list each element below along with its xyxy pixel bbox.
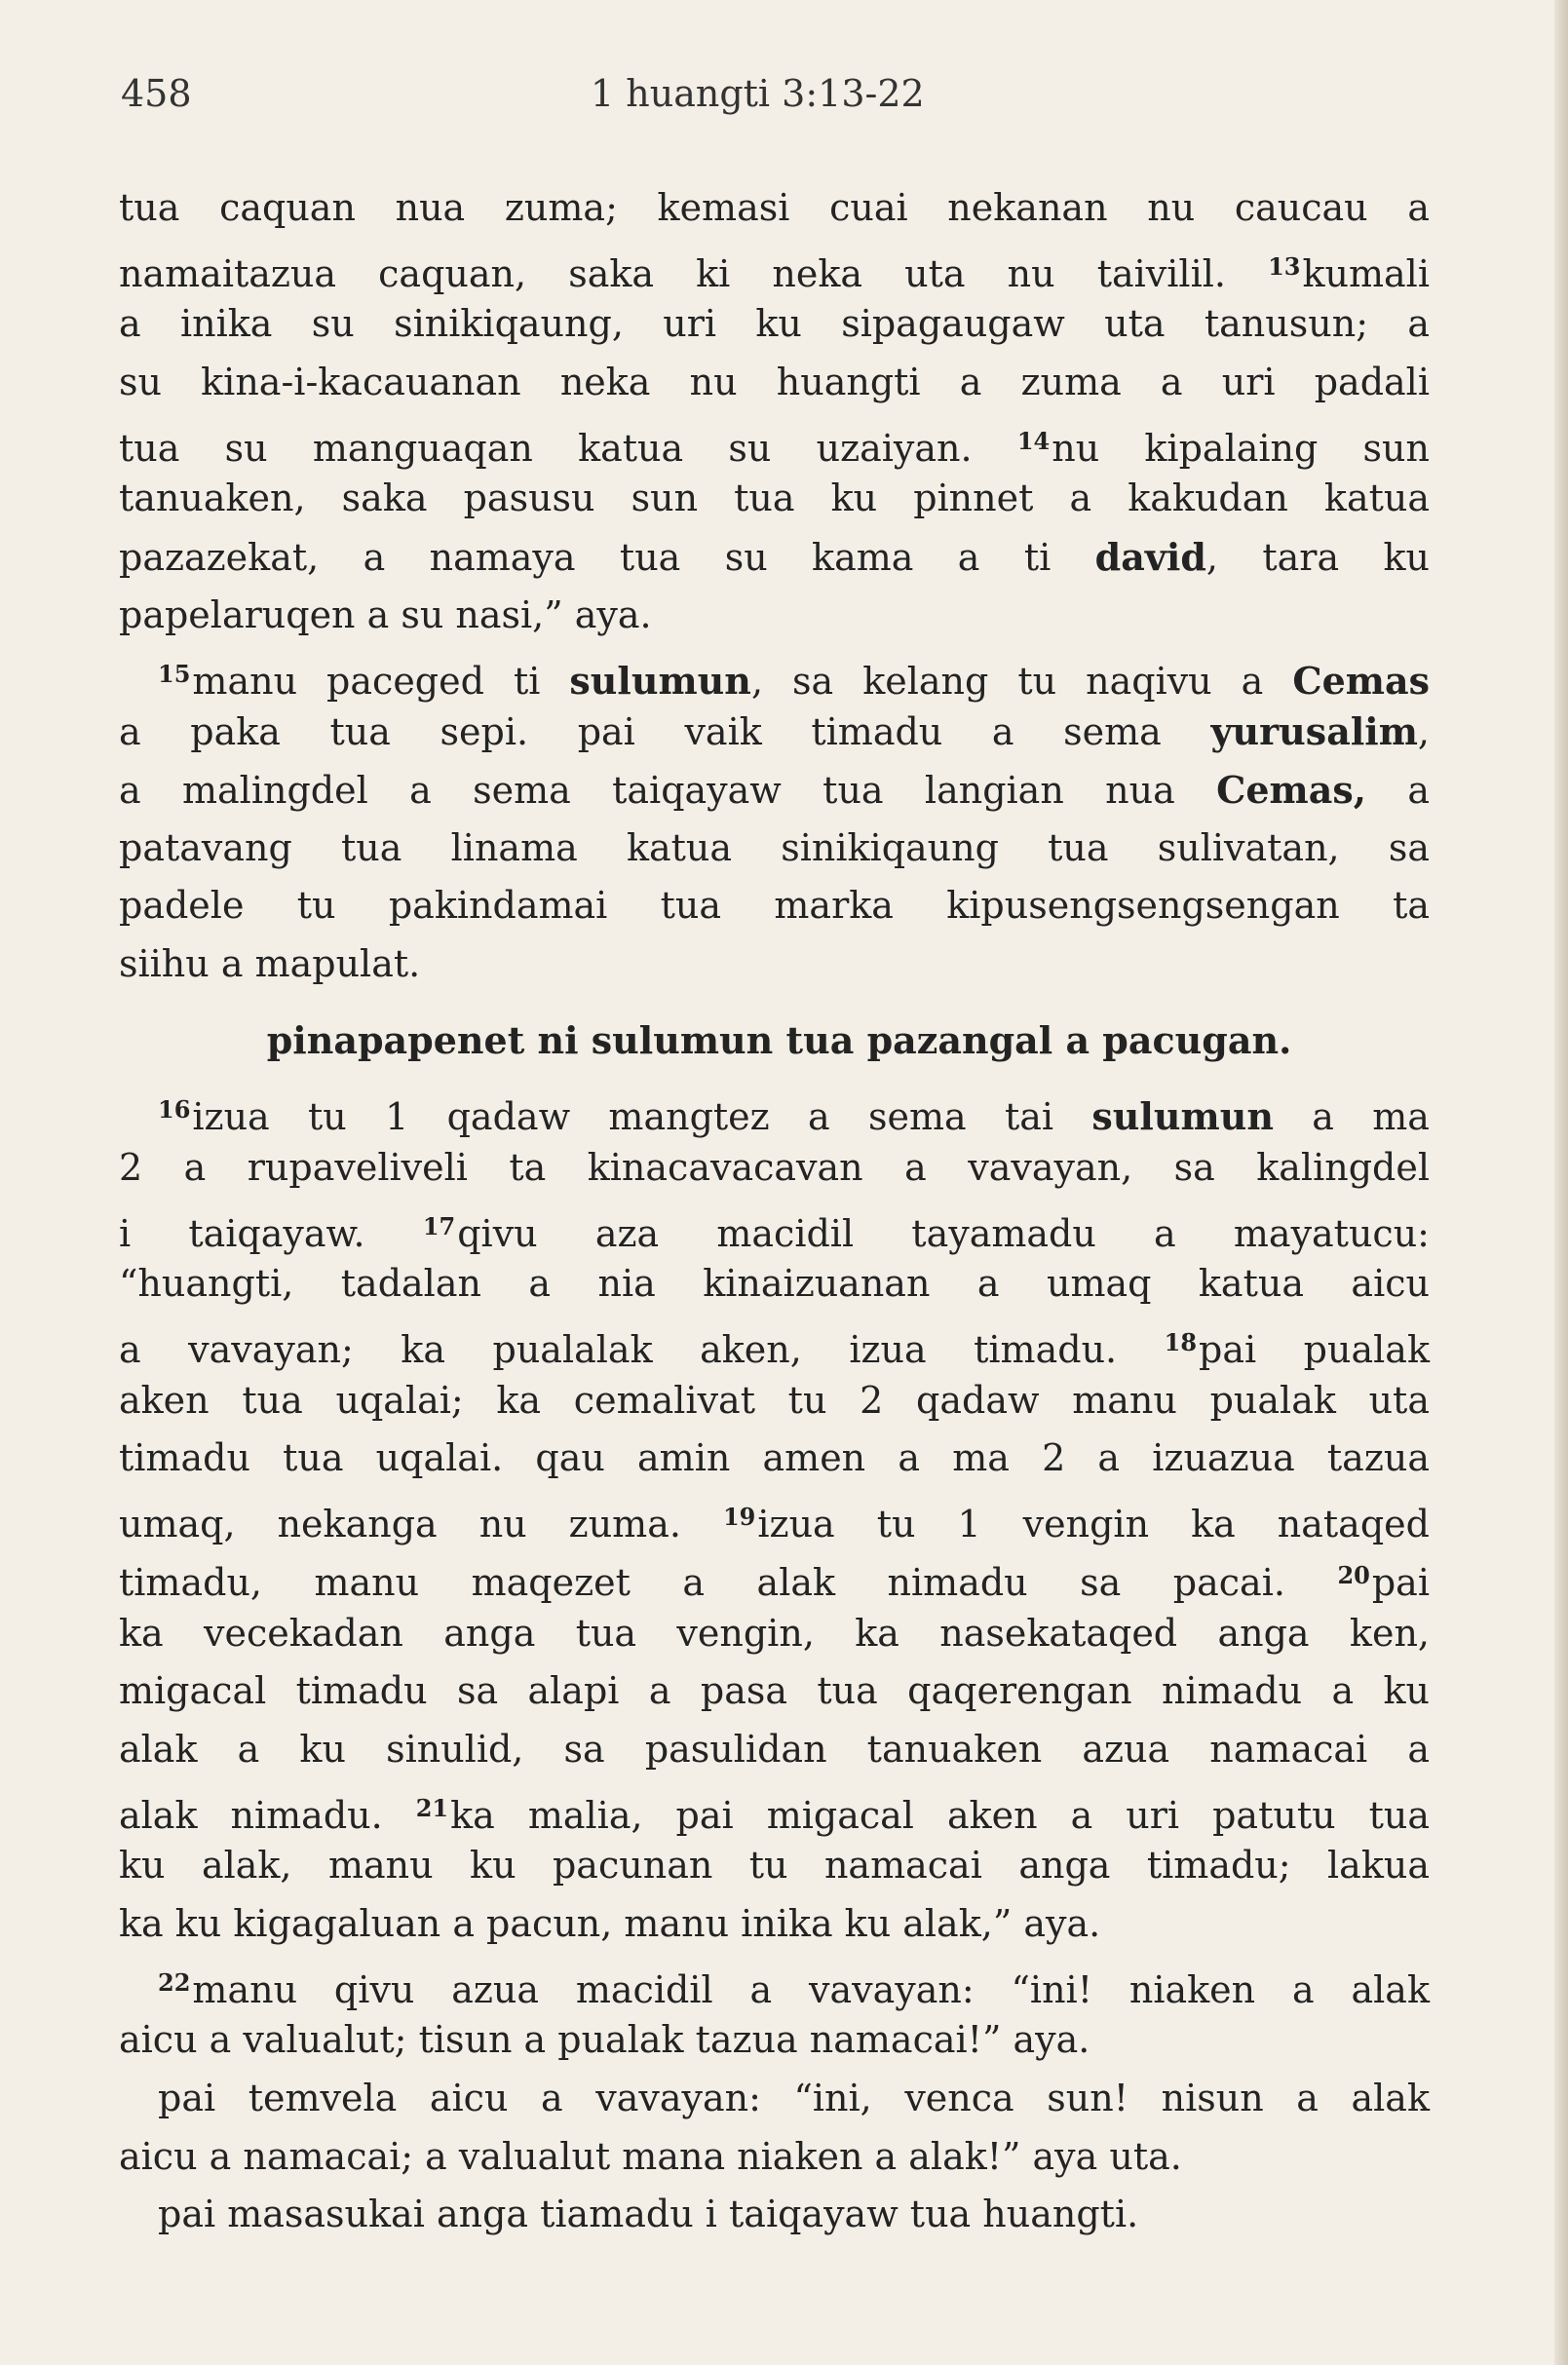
verse-number: 17 (422, 1211, 456, 1240)
text-line: namaitazua caquan, saka ki neka uta nu taivilil. $^{13}$kumali (119, 251, 1430, 295)
verse-number: 14 (1016, 426, 1051, 455)
text-line: su kina-i-kacauanan neka nu huangti a zuma a uri padali (119, 361, 1430, 404)
page-header (119, 72, 1415, 131)
page-number: 458 (121, 72, 192, 115)
text-line: alak nimadu. $^{21}$ka malia, pai migacal aken a uri patutu tua (119, 1793, 1430, 1837)
text-line: aicu a namacai; a valualut mana niaken a alak!” aya uta. (119, 2134, 1182, 2178)
text-line: siihu a mapulat. (119, 941, 421, 985)
text-line: pai temvela aicu a vavayan: “ini, venca sun! nisun a alak (158, 2077, 1430, 2119)
text-line: a inika su sinikiqaung, uri ku sipagaugaw uta tanusun; a (119, 302, 1430, 346)
text-line: $^{16}$izua tu 1 qadaw mangtez a sema tai sulumun a ma (158, 1094, 1430, 1139)
text-line: tua su manguaqan katua su uzaiyan. $^{14}$nu kipalaing sun (119, 426, 1430, 470)
text-line: papelaruqen a su nasi,” aya. (119, 592, 652, 636)
text-line: alak a ku sinulid, sa pasulidan tanuaken azua namacai a (119, 1727, 1430, 1771)
verse-number: 15 (158, 659, 191, 688)
verse-number: 18 (1164, 1328, 1198, 1357)
running-title: 1 huangti 3:13-22 (591, 72, 925, 115)
verse-number: 20 (1337, 1560, 1370, 1589)
text-line: timadu, manu maqezet a alak nimadu sa pacai. $^{20}$pai (119, 1560, 1430, 1604)
text-line: a malingdel a sema taiqayaw tua langian nua Cemas, a (119, 767, 1430, 812)
text-line: $^{22}$manu qivu azua macidil a vavayan: “ini! niaken a alak (158, 1967, 1430, 2011)
page-edge (1554, 0, 1568, 2365)
text-line: umaq, nekanga nu zuma. $^{19}$izua tu 1 vengin ka nataqed (119, 1503, 1430, 1546)
text-line: 2 a rupaveliveli ta kinacavacavan a vavayan, sa kalingdel (119, 1146, 1430, 1189)
bold-name: david (1094, 535, 1206, 580)
body-text (119, 179, 1430, 2244)
text-line: pazazekat, a namaya tua su kama a ti david, tara ku (119, 535, 1430, 580)
verse-number: 22 (158, 1967, 191, 1997)
text-line: pai masasukai anga tiamadu i taiqayaw tua huangti. (158, 2193, 1139, 2236)
text-line: a paka tua sepi. pai vaik timadu a sema yurusalim, (119, 709, 1430, 754)
text-line: migacal timadu sa alapi a pasa tua qaqerengan nimadu a ku (119, 1669, 1430, 1713)
text-line: i taiqayaw. $^{17}$qivu aza macidil tayamadu a mayatucu: (119, 1211, 1430, 1255)
text-line: timadu tua uqalai. qau amin amen a ma 2 a izuazua tazua (119, 1436, 1430, 1480)
section-heading: pinapapenet ni sulumun tua pazangal a pacugan. (266, 1017, 1292, 1062)
text-line: patavang tua linama katua sinikiqaung tua sulivatan, sa (119, 825, 1430, 869)
verse-number: 13 (1268, 251, 1301, 281)
text-line: tanuaken, saka pasusu sun tua ku pinnet a kakudan katua (119, 477, 1430, 520)
text-line: padele tu pakindamai tua marka kipusengsengsengan ta (119, 884, 1430, 928)
text-line: ka ku kigagaluan a pacun, manu inika ku alak,” aya. (119, 1901, 1101, 1945)
verse-number: 16 (158, 1095, 191, 1125)
verse-number: 19 (722, 1503, 756, 1532)
text-line: aicu a valualut; tisun a pualak tazua namacai!” aya. (119, 2018, 1090, 2062)
text-line: ka vecekadan anga tua vengin, ka nasekataqed anga ken, (119, 1611, 1430, 1655)
text-line: aken tua uqalai; ka cemalivat tu 2 qadaw manu pualak uta (119, 1378, 1430, 1422)
text-line: ku alak, manu ku pacunan tu namacai anga timadu; lakua (119, 1844, 1430, 1888)
text-line: $^{15}$manu paceged ti sulumun, sa kelang tu naqivu a Cemas (158, 658, 1430, 703)
text-line: “huangti, tadalan a nia kinaizuanan a umaq katua aicu (119, 1262, 1430, 1306)
text-line: a vavayan; ka pualalak aken, izua timadu. $^{18}$pai pualak (119, 1328, 1430, 1372)
verse-number: 21 (415, 1793, 449, 1822)
text-line: tua caquan nua zuma; kemasi cuai nekanan nu caucau a (119, 186, 1430, 229)
